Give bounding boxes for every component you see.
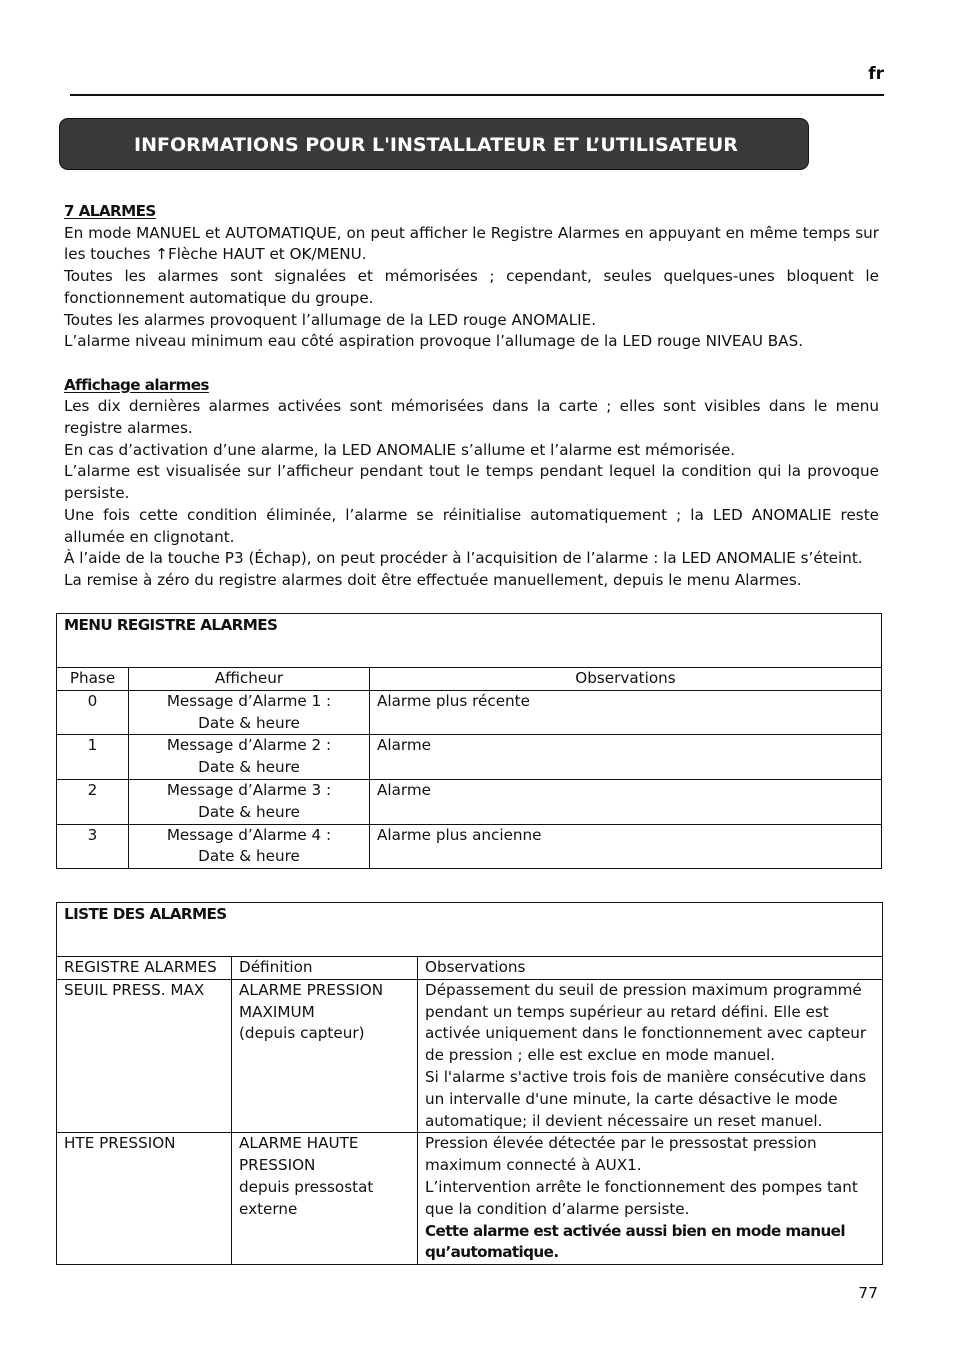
phase-cell: 1 bbox=[57, 735, 129, 780]
phase-cell: 0 bbox=[57, 690, 129, 735]
phase-cell: 2 bbox=[57, 779, 129, 824]
header-registre: REGISTRE ALARMES bbox=[57, 957, 232, 980]
table-row bbox=[57, 824, 882, 869]
bold-note: Cette alarme est activée aussi bien en mode manuel qu’automatique. bbox=[425, 1221, 845, 1262]
paragraph: Les dix dernières alarmes activées sont mémorisées dans la carte ; elles sont visibles dans le menu registre alarmes. bbox=[64, 397, 879, 438]
table-row bbox=[57, 735, 882, 780]
menu-registre-table bbox=[56, 613, 882, 869]
paragraph: Toutes les alarmes provoquent l’allumage de la LED rouge ANOMALIE. bbox=[64, 310, 597, 329]
liste-alarmes-table bbox=[56, 902, 883, 1265]
paragraph: L’alarme niveau minimum eau côté aspiration provoque l’allumage de la LED rouge NIVEAU BAS. bbox=[64, 332, 804, 351]
header-definition: Définition bbox=[232, 957, 418, 980]
section-7-alarmes bbox=[64, 201, 879, 592]
observation-cell: Alarme bbox=[370, 779, 882, 824]
afficheur-cell: Message d’Alarme 2 : Date & heure bbox=[129, 735, 370, 780]
menu-table-title: MENU REGISTRE ALARMES bbox=[57, 614, 882, 668]
paragraph: Une fois cette condition éliminée, l’alarme se réinitialise automatiquement ; la LED ANOMALIE reste allumée en clignotant. bbox=[64, 505, 879, 546]
registre-cell: SEUIL PRESS. MAX bbox=[57, 979, 232, 1133]
definition-cell: ALARME HAUTE PRESSION depuis pressostat externe bbox=[232, 1133, 418, 1265]
table-header-row bbox=[57, 957, 883, 980]
observation-cell: Dépassement du seuil de pression maximum programmé pendant un temps supérieur au retard défini. Elle est activée uniquement dans le fonctionnement avec capteur de pression ; elle est exclue en mode manuel. Si l'alarme s'active trois fois de manière consécutive dans un intervalle d'une minute, la carte désactive le mode automatique; il devient nécessaire un reset manuel. bbox=[418, 979, 883, 1133]
definition-cell: ALARME PRESSION MAXIMUM (depuis capteur) bbox=[232, 979, 418, 1133]
header-observations: Observations bbox=[370, 668, 882, 691]
table-row bbox=[57, 1133, 883, 1265]
paragraph: À l’aide de la touche P3 (Échap), on peut procéder à l’acquisition de l’alarme : la LED ANOMALIE s’éteint. bbox=[64, 549, 863, 568]
page-number: 77 bbox=[858, 1284, 878, 1302]
paragraph: Toutes les alarmes sont signalées et mémorisées ; cependant, seules quelques-unes bloquent le fonctionnement automatique du groupe. bbox=[64, 267, 879, 307]
paragraph: En cas d’activation d’une alarme, la LED ANOMALIE s’allume et l’alarme est mémorisée. bbox=[64, 440, 736, 459]
affichage-heading: Affichage alarmes bbox=[64, 375, 209, 394]
language-code: fr bbox=[868, 64, 884, 84]
afficheur-cell: Message d’Alarme 1 : Date & heure bbox=[129, 690, 370, 735]
header-observations: Observations bbox=[418, 957, 883, 980]
observation-cell: Alarme plus ancienne bbox=[370, 824, 882, 869]
paragraph: En mode MANUEL et AUTOMATIQUE, on peut afficher le Registre Alarmes en appuyant en même temps sur les touches ↑Flèche HAUT et OK/MENU. bbox=[64, 223, 879, 264]
registre-cell: HTE PRESSION bbox=[57, 1133, 232, 1265]
paragraph: La remise à zéro du registre alarmes doit être effectuée manuellement, depuis le menu Alarmes. bbox=[64, 570, 802, 589]
table-row bbox=[57, 690, 882, 735]
phase-cell: 3 bbox=[57, 824, 129, 869]
afficheur-cell: Message d’Alarme 4 : Date & heure bbox=[129, 824, 370, 869]
alarm-table-title: LISTE DES ALARMES bbox=[57, 903, 883, 957]
section-banner: INFORMATIONS POUR L'INSTALLATEUR ET L’UTILISATEUR bbox=[59, 118, 809, 170]
header-afficheur: Afficheur bbox=[129, 668, 370, 691]
table-row bbox=[57, 979, 883, 1133]
table-row bbox=[57, 779, 882, 824]
afficheur-cell: Message d’Alarme 3 : Date & heure bbox=[129, 779, 370, 824]
paragraph: L’alarme est visualisée sur l’afficheur pendant tout le temps pendant lequel la condition qui la provoque persiste. bbox=[64, 462, 879, 503]
section-7-heading: 7 ALARMES bbox=[64, 202, 156, 220]
observation-cell: Alarme plus récente bbox=[370, 690, 882, 735]
observation-cell: Alarme bbox=[370, 735, 882, 780]
observation-cell: Pression élevée détectée par le pressostat pression maximum connecté à AUX1. L’intervention arrête le fonctionnement des pompes tant que la condition d’alarme persiste. Cette alarme est activée aussi bien en mode manuel qu’automatique. bbox=[418, 1133, 883, 1265]
header-phase: Phase bbox=[57, 668, 129, 691]
table-header-row bbox=[57, 668, 882, 691]
header-rule bbox=[70, 94, 884, 96]
